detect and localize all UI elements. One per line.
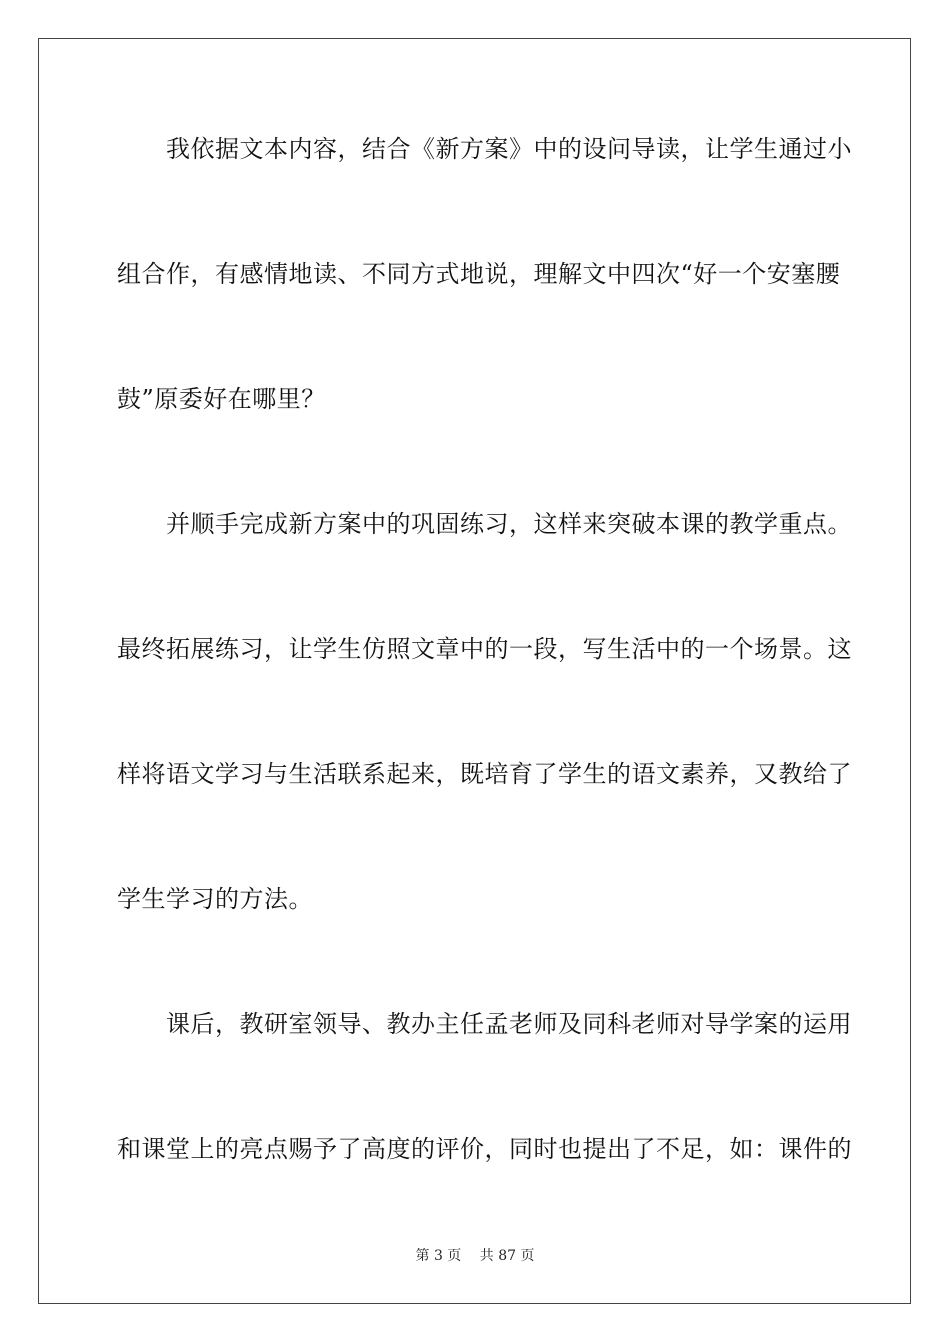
text-line: 鼓”原委好在哪里？: [117, 385, 326, 413]
text-line: 我依据文本内容，结合《新方案》中的设问导读，让学生通过小: [117, 135, 852, 163]
text-line: 组合作，有感情地读、不同方式地说，理解文中四次“好一个安塞腰: [117, 260, 841, 288]
text-line: 并顺手完成新方案中的巩固练习，这样来突破本课的教学重点。: [117, 510, 852, 538]
page-number: 第 3 页 共 87 页: [415, 1248, 535, 1264]
text-line: 样将语文学习与生活联系起来，既培育了学生的语文素养，又教给了: [117, 760, 852, 788]
page-border: [38, 38, 911, 1304]
text-line: 和课堂上的亮点赐予了高度的评价，同时也提出了不足，如：课件的: [117, 1135, 852, 1163]
text-line: 课后，教研室领导、教办主任孟老师及同科老师对导学案的运用: [117, 1010, 852, 1038]
text-line: 学生学习的方法。: [117, 885, 313, 913]
text-line: 最终拓展练习，让学生仿照文章中的一段，写生活中的一个场景。这: [117, 635, 852, 663]
